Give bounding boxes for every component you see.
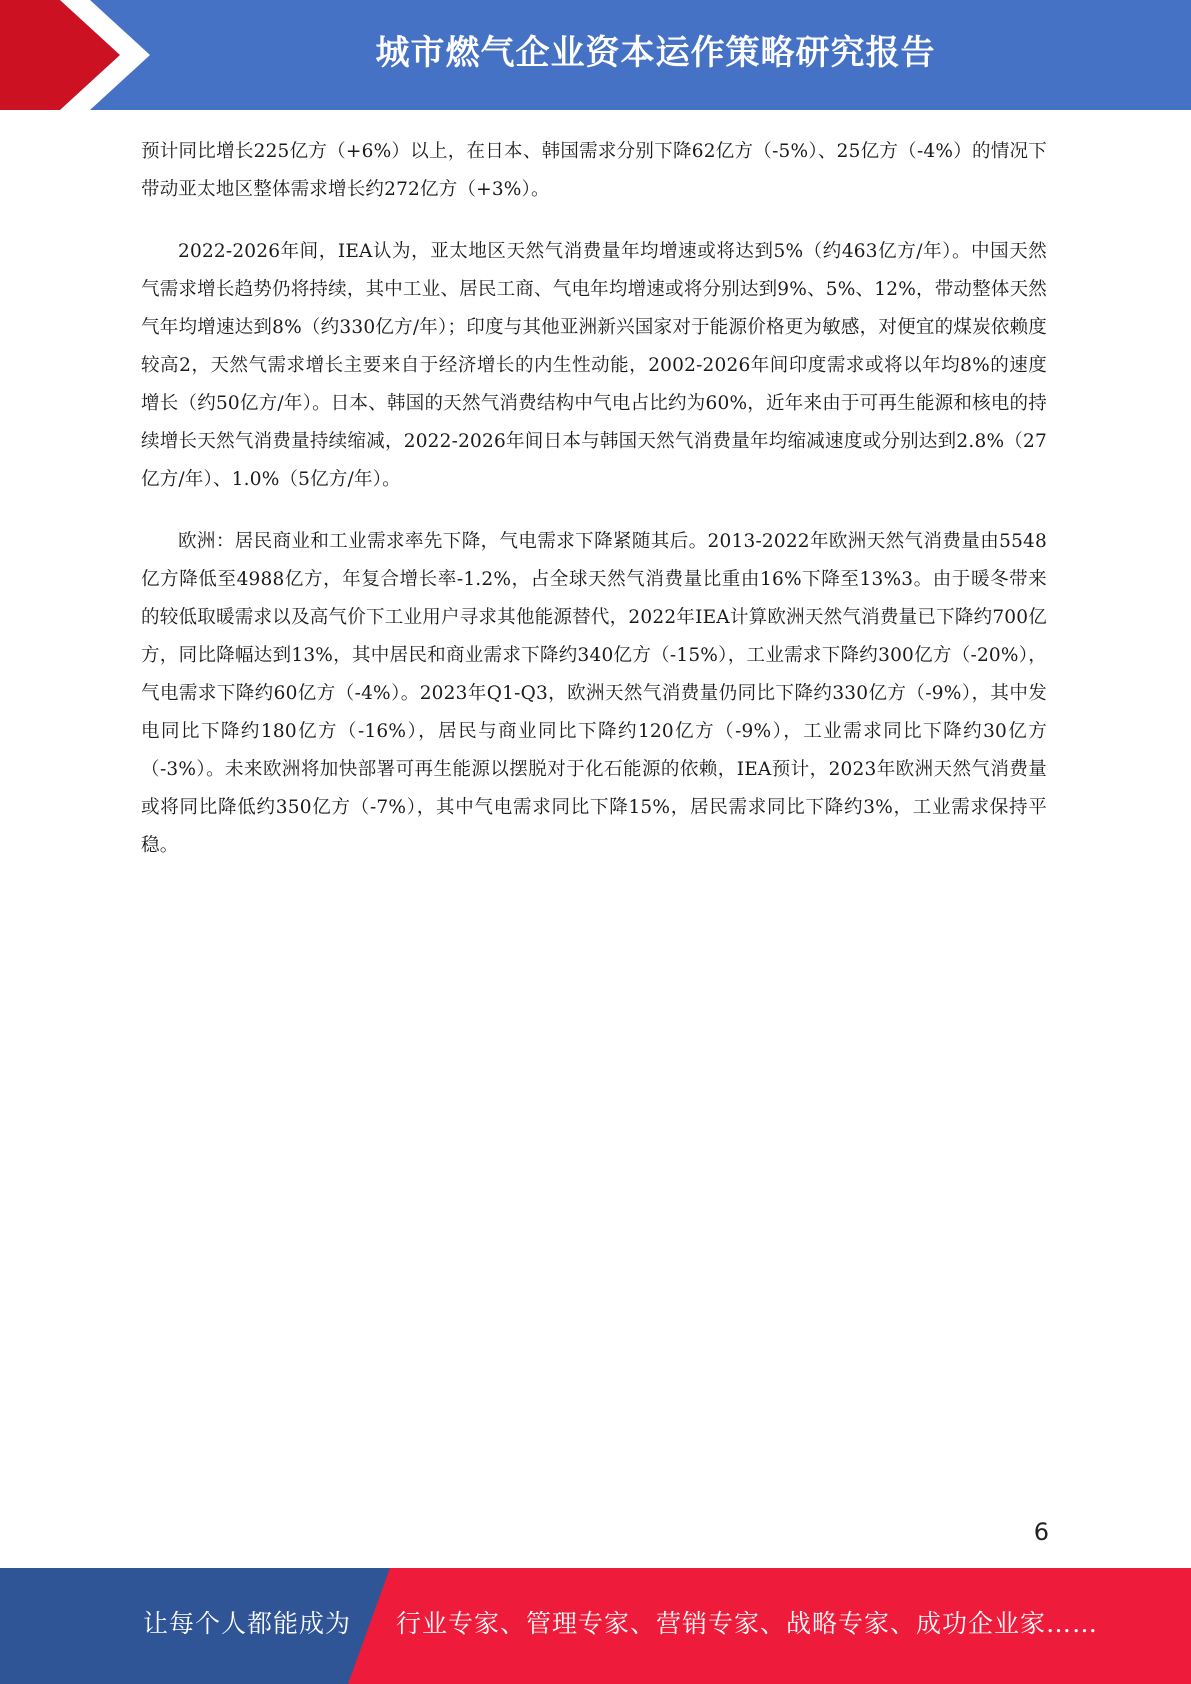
paragraph-2: 2022-2026年间，IEA认为，亚太地区天然气消费量年均增速或将达到5%（约463亿方/年）。中国天然气需求增长趋势仍将持续，其中工业、居民工商、气电年均增速或将分别达到9%、5%、12%，带动整体天然气年均增速达到8%（约330亿方/年）；印度与其他亚洲新兴国家对于能源价格更为敏感，对便宜的煤炭依赖度较高2，天然气需求增长主要来自于经济增长的内生性动能，2002-2026年间印度需求或将以年均8%的速度增长（约50亿方/年）。日本、韩国的天然气消费结构中气电占比约为60%，近年来由于可再生能源和核电的持续增长天然气消费量持续缩减，2022-2026年间日本与韩国天然气消费量年均缩减速度或分别达到2.8%（27亿方/年）、1.0%（5亿方/年）。 (141, 241, 1047, 490)
footer-slogan-right: 行业专家、管理专家、营销专家、战略专家、成功企业家…… (396, 1609, 1099, 1638)
page-footer (0, 1568, 1191, 1684)
page-title: 城市燃气企业资本运作策略研究报告 (375, 33, 936, 73)
paragraph-1: 预计同比增长225亿方（+6%）以上，在日本、韩国需求分别下降62亿方（-5%）、25亿方（-4%）的情况下带动亚太地区整体需求增长约272亿方（+3%）。 (141, 141, 1047, 200)
page-header (0, 0, 1191, 110)
page-number: 6 (1033, 1518, 1049, 1546)
paragraph-3: 欧洲：居民商业和工业需求率先下降，气电需求下降紧随其后。2013-2022年欧洲天然气消费量由5548亿方降低至4988亿方，年复合增长率-1.2%，占全球天然气消费量比重由16%下降至13%3。由于暖冬带来的较低取暖需求以及高气价下工业用户寻求其他能源替代，2022年IEA计算欧洲天然气消费量已下降约700亿方，同比降幅达到13%，其中居民和商业需求下降约340亿方（-15%），工业需求下降约300亿方（-20%），气电需求下降约60亿方（-4%）。2023年Q1-Q3，欧洲天然气消费量仍同比下降约330亿方（-9%），其中发电同比下降约180亿方（-16%），居民与商业同比下降约120亿方（-9%），工业需求同比下降约30亿方（-3%）。未来欧洲将加快部署可再生能源以摆脱对于化石能源的依赖，IEA预计，2023年欧洲天然气消费量或将同比降低约350亿方（-7%），其中气电需求同比下降15%，居民需求同比下降约3%，工业需求保持平稳。 (141, 531, 1047, 856)
footer-slogan-left: 让每个人都能成为 (143, 1609, 352, 1638)
header-arrow-decoration (0, 0, 150, 110)
body-text (141, 133, 1047, 889)
